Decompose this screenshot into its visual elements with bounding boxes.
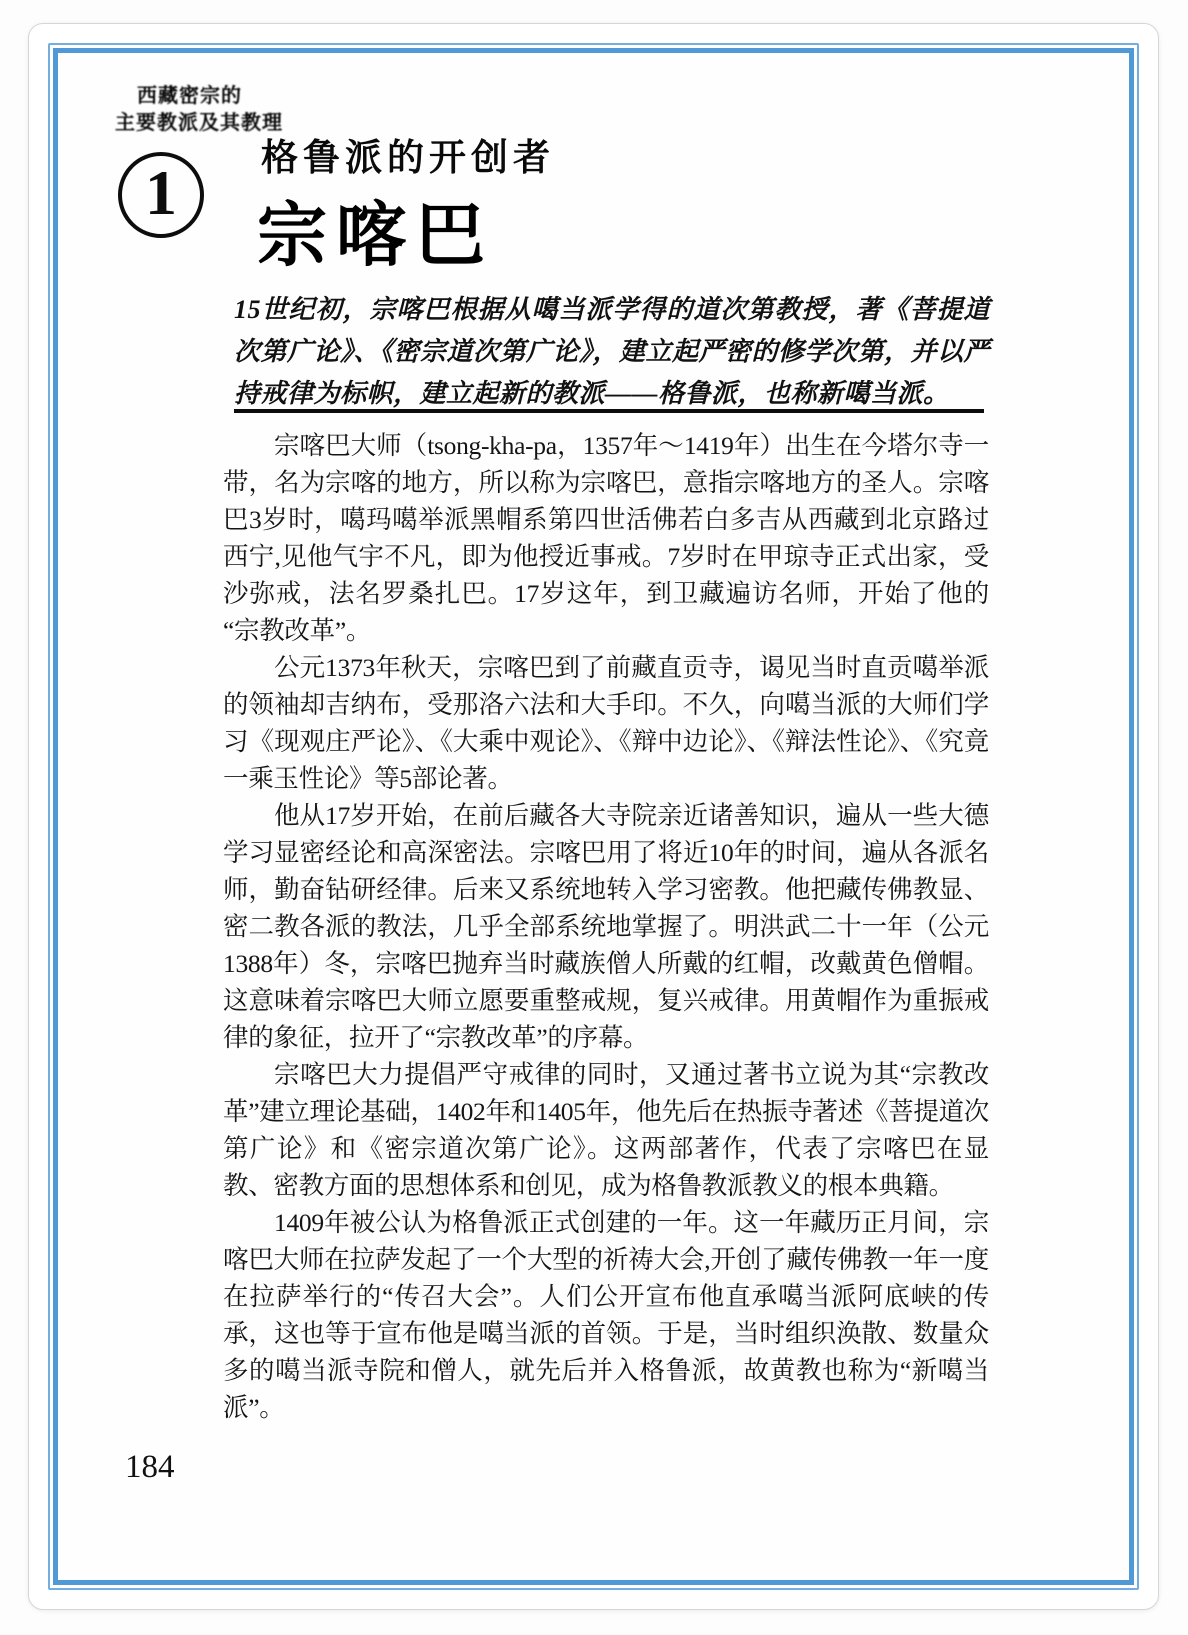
paragraph: 他从17岁开始，在前后藏各大寺院亲近诸善知识，遍从一些大德学习显密经论和高深密法。宗喀巴用了将近10年的时间，遍从各派名师，勤奋钻研经律。后来又系统地转入学习密教。他把藏传佛教显、密二教各派的教法，几乎全部系统地掌握了。明洪武二十一年（公元1388年）冬，宗喀巴抛弃当时藏族僧人所戴的红帽，改戴黄色僧帽。这意味着宗喀巴大师立愿要重整戒规，复兴戒律。用黄帽作为重振戒律的象征，拉开了“宗教改革”的序幕。 — [223, 801, 989, 1052]
paragraph: 宗喀巴大力提倡严守戒律的同时，又通过著书立说为其“宗教改革”建立理论基础，1402年和1405年，他先后在热振寺著述《菩提道次第广论》和《密宗道次第广论》。这两部著作，代表了宗喀巴在显教、密教方面的思想体系和创见，成为格鲁教派教义的根本典籍。 — [223, 1060, 989, 1200]
decorative-frame-inner — [53, 48, 1134, 1585]
chapter-number-badge — [118, 152, 204, 238]
page-number: 184 — [125, 1449, 175, 1485]
page-content — [58, 53, 1129, 1580]
body-text — [223, 427, 989, 1426]
book-page — [28, 23, 1159, 1610]
paragraph: 1409年被公认为格鲁派正式创建的一年。这一年藏历正月间，宗喀巴大师在拉萨发起了一个大型的祈祷大会,开创了藏传佛教一年一度在拉萨举行的“传召大会”。人们公开宣布他直承噶当派阿底峡的传承，这也等于宣布他是噶当派的首领。于是，当时组织涣散、数量众多的噶当派寺院和僧人，就先后并入格鲁派，故黄教也称为“新噶当派”。 — [223, 1208, 989, 1422]
paragraph: 宗喀巴大师（tsong-kha-pa，1357年～1419年）出生在今塔尔寺一带，名为宗喀的地方，所以称为宗喀巴，意指宗喀地方的圣人。宗喀巴3岁时，噶玛噶举派黑帽系第四世活佛若白多吉从西藏到北京路过西宁,见他气宇不凡，即为他授近事戒。7岁时在甲琼寺正式出家，受沙弥戒，法名罗桑扎巴。17岁这年，到卫藏遍访名师，开始了他的“宗教改革”。 — [223, 431, 989, 645]
chapter-number: 1 — [145, 157, 177, 228]
intro-abstract: 15世纪初，宗喀巴根据从噶当派学得的道次第教授，著《菩提道次第广论》、《密宗道次第广论》，建立起严密的修学次第，并以严持戒律为标帜，建立起新的教派——格鲁派，也称新噶当派。 — [234, 295, 991, 408]
chapter-margin-label-line2: 主要教派及其教理 — [115, 112, 283, 134]
section-subtitle: 格鲁派的开创者 — [261, 137, 555, 178]
decorative-frame-outer — [48, 43, 1139, 1590]
page-title: 宗喀巴 — [257, 196, 494, 274]
paragraph: 公元1373年秋天，宗喀巴到了前藏直贡寺，谒见当时直贡噶举派的领袖却吉纳布，受那洛六法和大手印。不久，向噶当派的大师们学习《现观庄严论》、《大乘中观论》、《辩中边论》、《辩法性论》、《究竟一乘玉性论》等5部论著。 — [223, 653, 989, 793]
chapter-margin-label-line1: 西藏密宗的 — [137, 85, 242, 107]
horizontal-rule — [234, 409, 984, 413]
